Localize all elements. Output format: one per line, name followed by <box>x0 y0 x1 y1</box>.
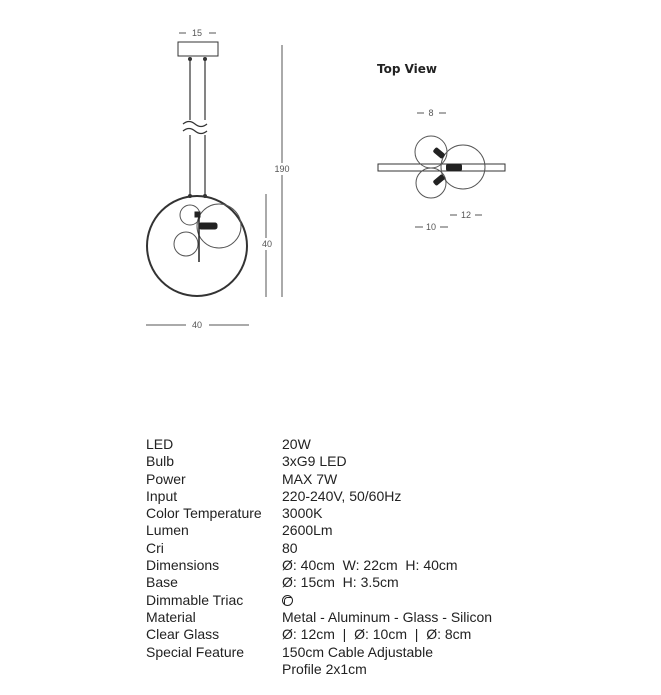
top-view-title: Top View <box>377 62 438 76</box>
spec-label: Cri <box>146 539 164 556</box>
spec-value: 80 <box>282 539 298 556</box>
spec-value: 20W <box>282 436 311 452</box>
spec-value: 2600Lm <box>282 522 333 539</box>
spec-row-lumen <box>146 522 566 539</box>
spec-value: 3xG9 LED <box>282 453 347 470</box>
spec-row-profile <box>146 661 566 678</box>
rod-break-symbol <box>183 122 207 134</box>
spec-label: Power <box>146 470 186 487</box>
spec-value: Profile 2x1cm <box>282 660 367 677</box>
spec-row-dimmable-triac <box>146 592 566 609</box>
spec-row-bulb <box>146 453 566 470</box>
bulb-holders <box>195 212 217 262</box>
spec-row-input <box>146 488 566 505</box>
spec-label: Lumen <box>146 522 189 539</box>
spec-value: Metal - Aluminum - Glass - Silicon <box>282 608 493 625</box>
spec-label: Material <box>146 608 196 625</box>
spec-label: Special Feature <box>146 643 245 660</box>
spec-value: MAX 7W <box>282 470 338 487</box>
spec-label: Dimensions <box>146 557 220 574</box>
spec-value: Ø: 12cm | Ø: 10cm | Ø: 8cm <box>282 626 472 643</box>
spec-label: Bulb <box>146 453 175 470</box>
spec-value: Ø: 15cm H: 3.5cm <box>282 574 399 591</box>
spec-table <box>146 436 566 678</box>
ring-height-label: 40 <box>261 239 273 249</box>
spec-row-led <box>146 436 566 453</box>
spec-row-cri <box>146 540 566 557</box>
top-view-globe-lower <box>416 168 446 198</box>
dimmable-icon <box>282 595 293 606</box>
top-view-dim-top: 8 <box>428 108 434 118</box>
spec-label: Clear Glass <box>146 626 220 643</box>
suspension-rods <box>190 60 205 196</box>
spec-value: 150cm Cable Adjustable <box>282 643 433 660</box>
spec-label: Input <box>146 487 178 504</box>
glass-globe-small-bottom <box>174 232 198 256</box>
spec-value <box>282 592 293 609</box>
spec-row-base <box>146 574 566 591</box>
spec-value: Ø: 40cm W: 22cm H: 40cm <box>282 557 458 574</box>
spec-row-special-feature <box>146 644 566 661</box>
ring-width-label: 40 <box>191 320 203 330</box>
spec-label: Base <box>146 574 178 591</box>
spec-row-dimensions <box>146 557 566 574</box>
spec-row-material <box>146 609 566 626</box>
top-view-dim-bottom: 10 <box>425 222 437 232</box>
outer-ring <box>147 196 247 296</box>
spec-value: 3000K <box>282 505 323 522</box>
spec-label: Color Temperature <box>146 505 262 522</box>
spec-row-color-temperature <box>146 505 566 522</box>
spec-label: LED <box>146 436 174 452</box>
base-width-label: 15 <box>191 28 203 38</box>
spec-value: 220-240V, 50/60Hz <box>282 487 402 504</box>
spec-row-clear-glass <box>146 626 566 643</box>
top-view-dim-right: 12 <box>460 210 472 220</box>
total-height-label: 190 <box>274 164 290 174</box>
ceiling-canopy <box>178 42 218 56</box>
spec-label: Dimmable Triac <box>146 591 244 608</box>
spec-row-power <box>146 471 566 488</box>
